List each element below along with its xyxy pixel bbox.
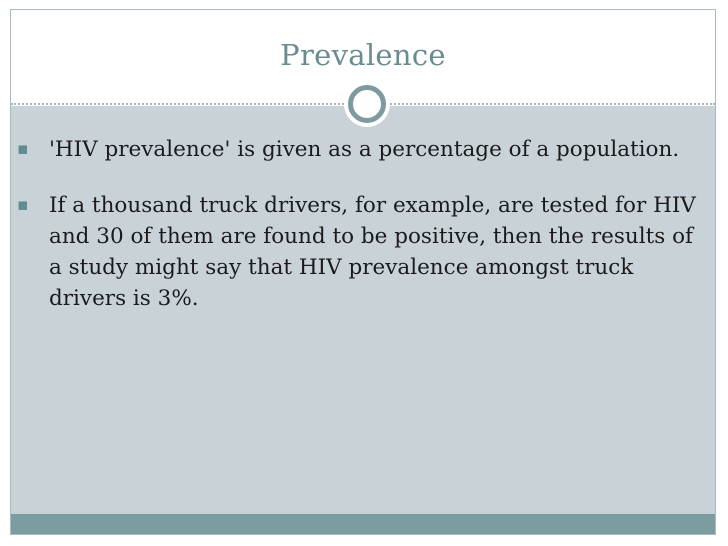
- bullet-text: 'HIV prevalence' is given as a percentage of a population.: [49, 137, 680, 162]
- bullet-marker-icon: ▪: [17, 139, 29, 159]
- ring-icon: [348, 85, 386, 123]
- content-area: [11, 106, 715, 514]
- footer-bar: [11, 514, 715, 535]
- slide-frame: [10, 9, 716, 535]
- bullet-marker-icon: ▪: [17, 195, 29, 215]
- slide-title: Prevalence: [280, 38, 446, 72]
- bullet-item: [11, 134, 715, 165]
- decorative-ring-icon: [344, 81, 390, 127]
- bullet-list: [11, 134, 715, 339]
- bullet-item: [11, 190, 715, 314]
- bullet-text: If a thousand truck drivers, for example, are tested for HIV and 30 of them are found to be positive, then the results of a study might say that HIV prevalence amongst truck drivers is 3%.: [49, 193, 696, 311]
